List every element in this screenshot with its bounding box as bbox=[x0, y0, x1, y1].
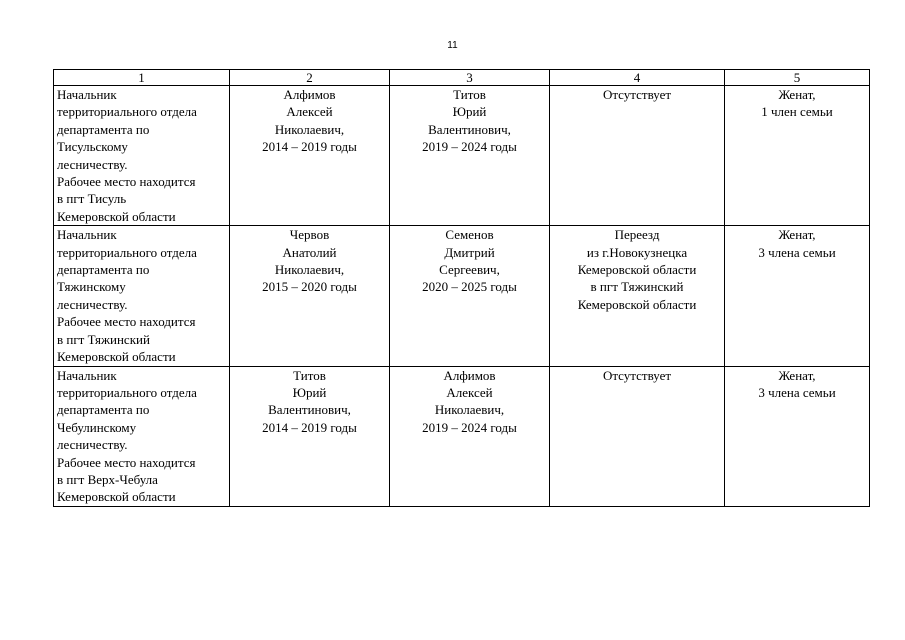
cell-line: 2015 – 2020 годы bbox=[262, 279, 357, 295]
cell-line: Кемеровской области bbox=[577, 296, 697, 312]
cell-line: Валентинович, bbox=[268, 402, 351, 418]
cell-line: в пгт Тяжинский bbox=[57, 331, 150, 347]
cell-line: Семенов bbox=[445, 227, 494, 243]
column-header: 5 bbox=[725, 70, 870, 86]
next-holder-cell bbox=[390, 226, 550, 366]
cell-line: Алфимов bbox=[443, 367, 496, 383]
cell-line: 3 члена семьи bbox=[758, 384, 836, 400]
cell-line: Алексей bbox=[446, 384, 493, 400]
cell-line: Переезд bbox=[614, 227, 660, 243]
cell-line: Тяжинскому bbox=[57, 279, 126, 295]
cell-line: Рабочее место находится bbox=[57, 174, 196, 190]
cell-line: территориального отдела bbox=[57, 244, 197, 260]
cell-line: Начальник bbox=[57, 367, 117, 383]
cell-line: Юрий bbox=[292, 384, 327, 400]
next-holder-cell bbox=[390, 366, 550, 506]
cell-line: 2019 – 2024 годы bbox=[422, 139, 517, 155]
cell-line: Николаевич, bbox=[274, 121, 345, 137]
cell-line: 2019 – 2024 годы bbox=[422, 419, 517, 435]
cell-line: департамента по bbox=[57, 262, 150, 278]
cell-line: лесничеству. bbox=[57, 296, 128, 312]
family-cell bbox=[725, 226, 870, 366]
table-row bbox=[54, 226, 870, 366]
cell-line: 2014 – 2019 годы bbox=[262, 139, 357, 155]
cell-line: лесничеству. bbox=[57, 156, 128, 172]
cell-line: 2014 – 2019 годы bbox=[262, 419, 357, 435]
cell-line: Алексей bbox=[286, 104, 333, 120]
cell-line: Тисульскому bbox=[57, 139, 128, 155]
position-cell bbox=[54, 366, 230, 506]
cell-line: Отсутствует bbox=[602, 87, 672, 102]
column-header: 3 bbox=[390, 70, 550, 86]
cell-line: Кемеровской области bbox=[57, 489, 176, 505]
cell-line: Кемеровской области bbox=[57, 208, 176, 224]
cell-line: Женат, bbox=[778, 367, 816, 383]
cell-line: в пгт Тисуль bbox=[57, 191, 127, 207]
cell-line: Николаевич, bbox=[274, 262, 345, 278]
cell-line: Титов bbox=[293, 367, 326, 383]
cell-line: в пгт Верх-Чебула bbox=[57, 471, 158, 487]
cell-line: департамента по bbox=[57, 121, 150, 137]
cell-line: Кемеровской области bbox=[577, 262, 697, 278]
previous-holder-cell bbox=[230, 226, 390, 366]
cell-line: территориального отдела bbox=[57, 104, 197, 120]
column-header: 4 bbox=[550, 70, 725, 86]
relocation-cell bbox=[550, 226, 725, 366]
cell-line: 2020 – 2025 годы bbox=[422, 279, 517, 295]
cell-line: Начальник bbox=[57, 87, 117, 102]
cell-line: Чебулинскому bbox=[57, 419, 137, 435]
cell-line: из г.Новокузнецка bbox=[586, 244, 688, 260]
cell-line: Отсутствует bbox=[602, 367, 672, 383]
cell-line: 3 члена семьи bbox=[758, 244, 836, 260]
cell-line: Сергеевич, bbox=[439, 262, 500, 278]
column-header: 2 bbox=[230, 70, 390, 86]
cell-line: Николаевич, bbox=[434, 402, 505, 418]
cell-line: территориального отдела bbox=[57, 384, 197, 400]
relocation-cell bbox=[550, 86, 725, 226]
cell-line: Юрий bbox=[452, 104, 487, 120]
cell-line: Рабочее место находится bbox=[57, 314, 196, 330]
table-body bbox=[54, 86, 870, 507]
cell-line: 1 член семьи bbox=[761, 104, 833, 120]
relocation-cell bbox=[550, 366, 725, 506]
table-row bbox=[54, 366, 870, 506]
family-cell bbox=[725, 366, 870, 506]
cell-line: Начальник bbox=[57, 227, 117, 243]
cell-line: Анатолий bbox=[282, 244, 337, 260]
cell-line: Кемеровской области bbox=[57, 349, 176, 365]
previous-holder-cell bbox=[230, 366, 390, 506]
family-cell bbox=[725, 86, 870, 226]
cell-line: Титов bbox=[453, 87, 486, 102]
cell-line: в пгт Тяжинский bbox=[590, 279, 684, 295]
cell-line: лесничеству. bbox=[57, 437, 128, 453]
cell-line: Червов bbox=[289, 227, 330, 243]
cell-line: Дмитрий bbox=[444, 244, 495, 260]
cell-line: Валентинович, bbox=[428, 121, 511, 137]
next-holder-cell bbox=[390, 86, 550, 226]
cell-line: Женат, bbox=[778, 227, 816, 243]
table-row bbox=[54, 86, 870, 226]
position-cell bbox=[54, 226, 230, 366]
cell-line: департамента по bbox=[57, 402, 150, 418]
staffing-table bbox=[53, 69, 870, 507]
column-header: 1 bbox=[54, 70, 230, 86]
cell-line: Женат, bbox=[778, 87, 816, 102]
table-header-row bbox=[54, 70, 870, 86]
cell-line: Алфимов bbox=[283, 87, 336, 102]
previous-holder-cell bbox=[230, 86, 390, 226]
cell-line: Рабочее место находится bbox=[57, 454, 196, 470]
page-number: 11 bbox=[447, 40, 458, 51]
position-cell bbox=[54, 86, 230, 226]
